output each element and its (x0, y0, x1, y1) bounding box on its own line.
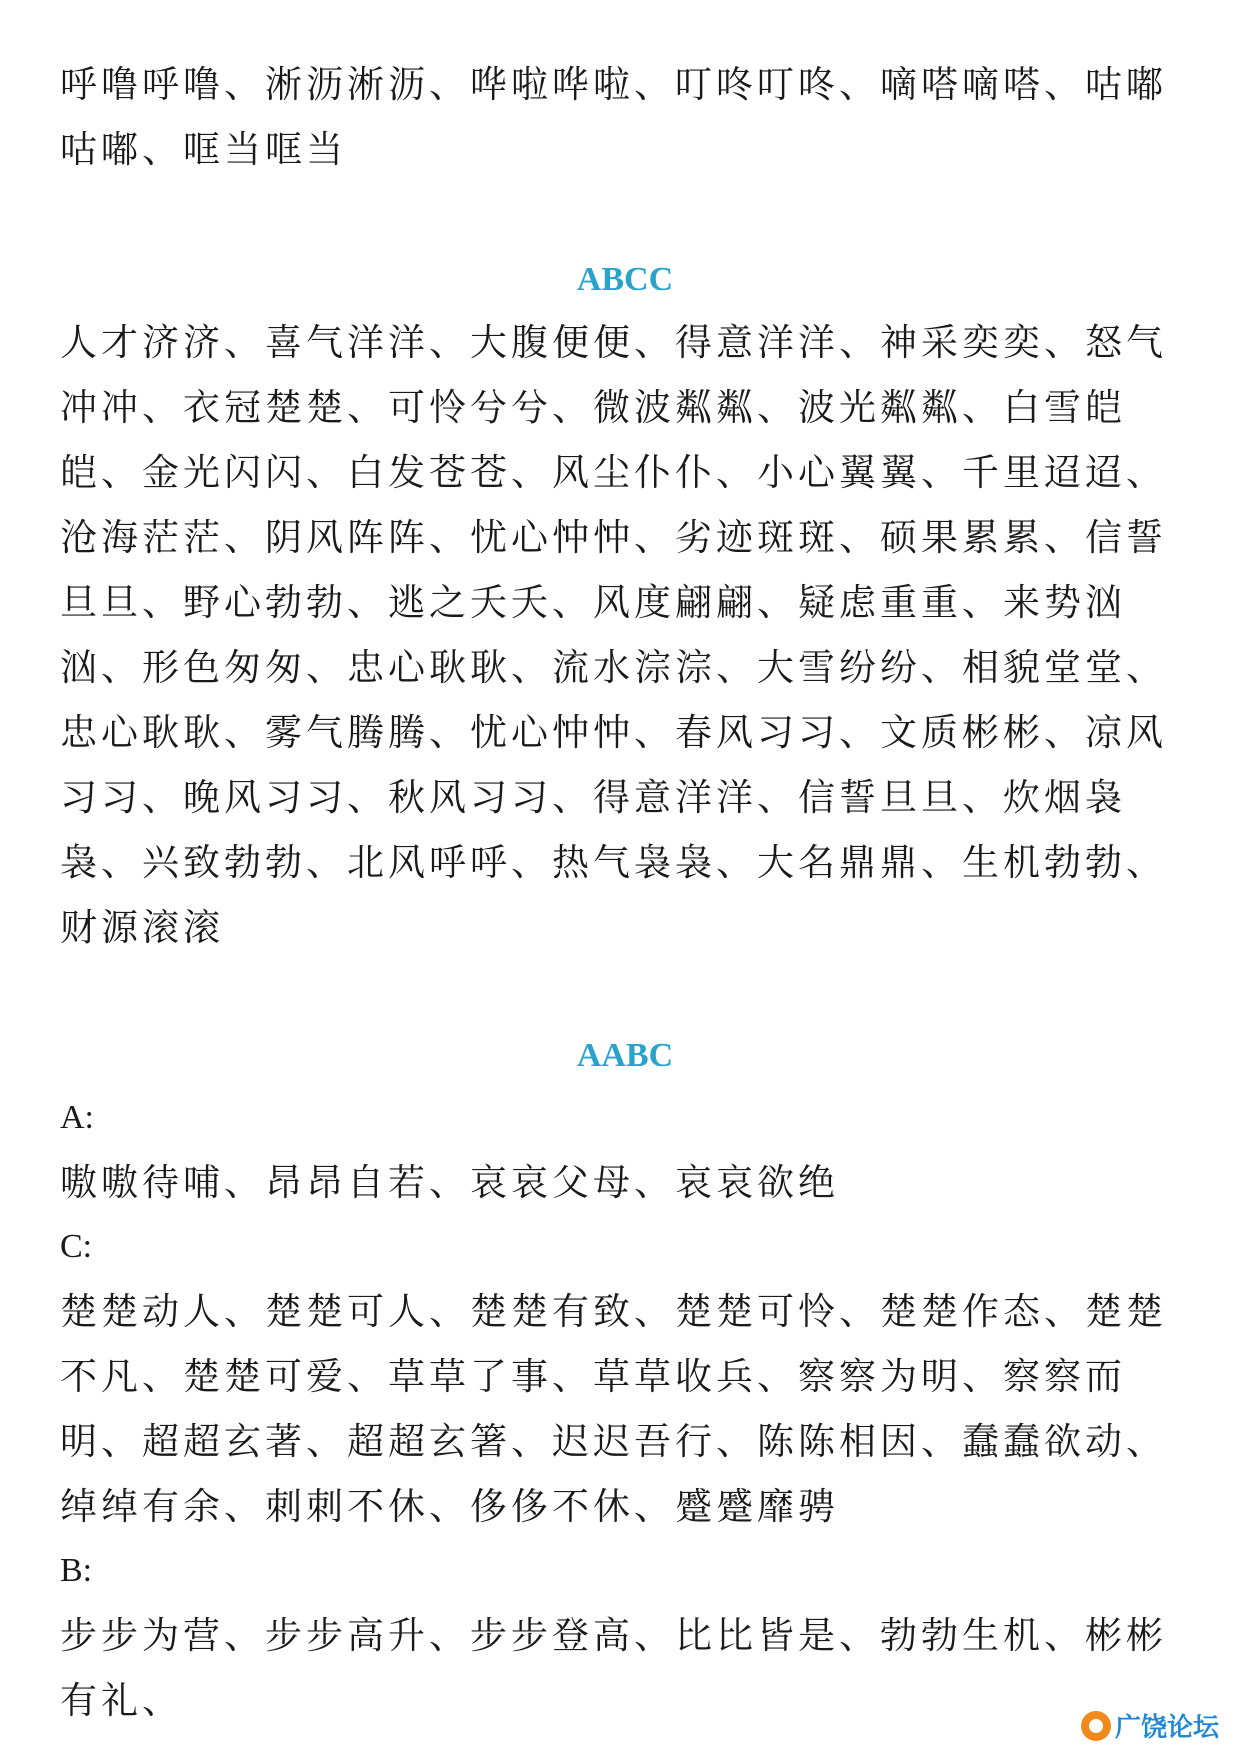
group-a-paragraph: 嗷嗷待哺、昂昂自若、哀哀父母、哀哀欲绝 (60, 1161, 839, 1204)
section-heading-aabc: AABC (576, 1037, 674, 1074)
group-label-c: C: (60, 1228, 93, 1265)
onomatopoeia-paragraph: 呼噜呼噜、淅沥淅沥、哗啦哗啦、叮咚叮咚、嘀嗒嘀嗒、咕嘟咕嘟、哐当哐当 (60, 63, 1167, 171)
group-c-paragraph: 楚楚动人、楚楚可人、楚楚有致、楚楚可怜、楚楚作态、楚楚不凡、楚楚可爱、草草了事、草草收兵、察察为明、察察而明、超超玄著、超超玄箸、迟迟吾行、陈陈相因、蠢蠢欲动、绰绰有余、刺刺不休、侈侈不休、蹙蹙靡骋 (60, 1290, 1167, 1528)
group-label-a: A: (60, 1099, 94, 1136)
section-heading-abcc: ABCC (576, 261, 674, 298)
group-b-paragraph: 步步为营、步步高升、步步登高、比比皆是、勃勃生机、彬彬有礼、 (60, 1614, 1167, 1722)
site-watermark (1081, 1707, 1219, 1744)
group-label-b: B: (60, 1552, 93, 1589)
document-page (60, 52, 1190, 1733)
abcc-paragraph: 人才济济、喜气洋洋、大腹便便、得意洋洋、神采奕奕、怒气冲冲、衣冠楚楚、可怜兮兮、微波粼粼、波光粼粼、白雪皑皑、金光闪闪、白发苍苍、风尘仆仆、小心翼翼、千里迢迢、沧海茫茫、阴风阵阵、忧心忡忡、劣迹斑斑、硕果累累、信誓旦旦、野心勃勃、逃之夭夭、风度翩翩、疑虑重重、来势汹汹、形色匆匆、忠心耿耿、流水淙淙、大雪纷纷、相貌堂堂、忠心耿耿、雾气腾腾、忧心忡忡、春风习习、文质彬彬、凉风习习、晚风习习、秋风习习、得意洋洋、信誓旦旦、炊烟袅袅、兴致勃勃、北风呼呼、热气袅袅、大名鼎鼎、生机勃勃、财源滚滚 (60, 321, 1167, 949)
circle-logo-icon (1081, 1711, 1111, 1741)
watermark-text: 广饶论坛 (1114, 1713, 1219, 1743)
